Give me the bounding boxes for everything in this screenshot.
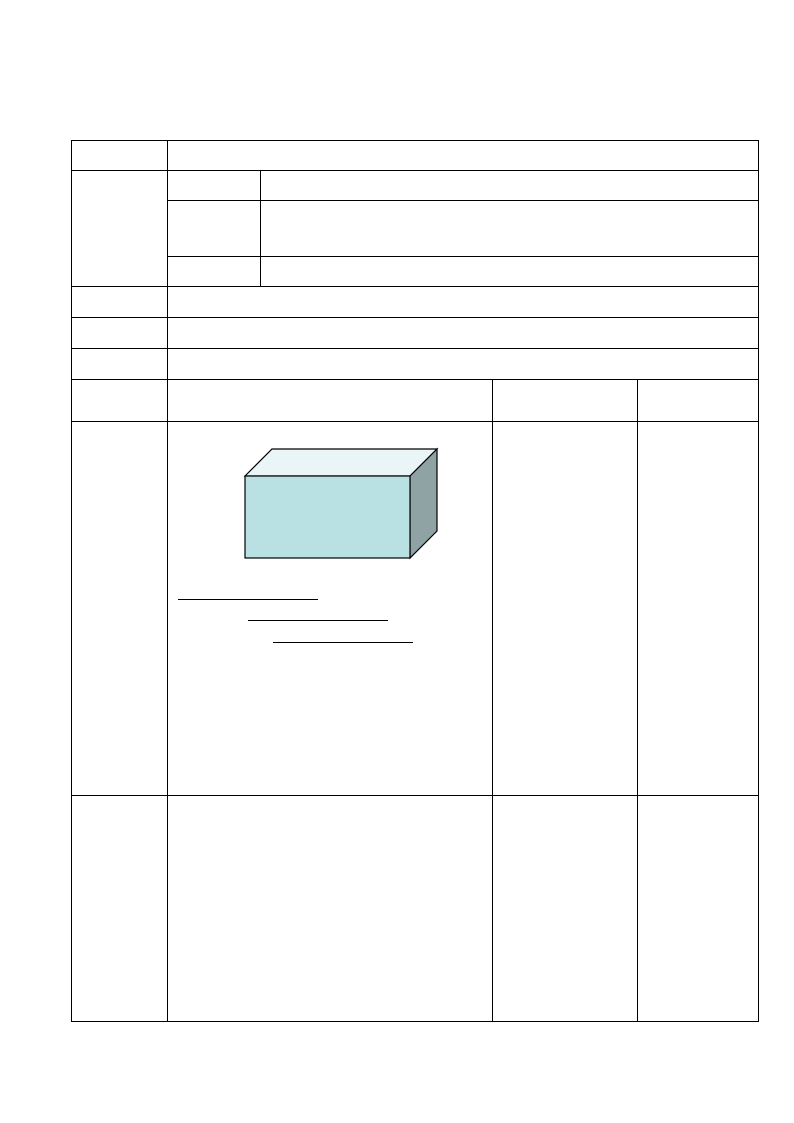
- objective-label-process: [168, 201, 261, 257]
- stage-2-design: [638, 796, 759, 1022]
- row-objective-3: [72, 257, 759, 287]
- stage-1-teacher: [168, 422, 493, 796]
- lang-line: [174, 605, 486, 622]
- objectives-label: [72, 171, 168, 287]
- objective-text-knowledge: [261, 171, 759, 201]
- process-label: [72, 380, 168, 422]
- design-intent-header: [638, 380, 759, 422]
- row-difficulties: [72, 318, 759, 349]
- stage-2-label: [72, 796, 168, 1022]
- teacher-activity-header: [168, 380, 493, 422]
- gen-line: [174, 627, 486, 644]
- stage-2-teacher: [168, 796, 493, 1022]
- objective-label-knowledge: [168, 171, 261, 201]
- stage-1-design: [638, 422, 759, 796]
- student-activity-header: [493, 380, 638, 422]
- lang-blank[interactable]: [248, 606, 388, 621]
- row-stage-1: [72, 422, 759, 796]
- stage-2-student: [493, 796, 638, 1022]
- key-points-label: [72, 287, 168, 318]
- example-line-1: [174, 810, 486, 830]
- rule-line: [174, 584, 486, 601]
- objective-label-attitude: [168, 257, 261, 287]
- stage-1-student: [493, 422, 638, 796]
- cuboid-front: [245, 476, 410, 558]
- tools-text: [168, 349, 759, 380]
- objective-text-attitude: [261, 257, 759, 287]
- row-objective-1: [72, 171, 759, 201]
- stage-1-label: [72, 422, 168, 796]
- row-process-header: [72, 380, 759, 422]
- difficulties-text: [168, 318, 759, 349]
- lesson-plan-table: [71, 140, 759, 1022]
- difficulties-label: [72, 318, 168, 349]
- row-stage-2: [72, 796, 759, 1022]
- content-value: [168, 141, 759, 171]
- practice-line: [174, 891, 486, 909]
- row-tools: [72, 349, 759, 380]
- objective-text-process: [261, 201, 759, 257]
- rule-blank[interactable]: [178, 585, 318, 600]
- row-content: [72, 141, 759, 171]
- example-line-2: [174, 842, 486, 862]
- gen-blank[interactable]: [273, 628, 413, 643]
- row-objective-2: [72, 201, 759, 257]
- content-label: [72, 141, 168, 171]
- row-key-points: [72, 287, 759, 318]
- tools-label: [72, 349, 168, 380]
- key-points-text: [168, 287, 759, 318]
- cuboid-figure: [242, 446, 442, 566]
- cuboid-top: [245, 449, 437, 476]
